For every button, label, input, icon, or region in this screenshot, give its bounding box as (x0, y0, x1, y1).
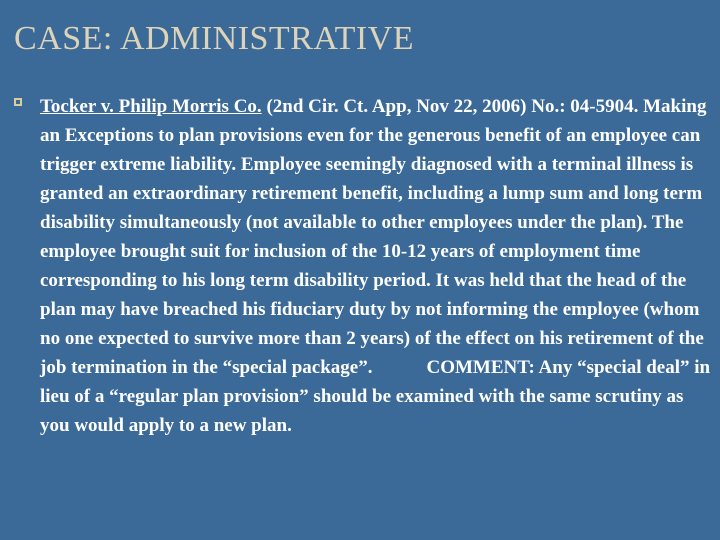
comment-text: COMMENT: Any “special deal” in lieu of a “regular plan provision” should be examined with the same scrutiny as you would apply to a new plan. (40, 357, 711, 436)
case-summary: (2nd Cir. Ct. App, Nov 22, 2006) No.: 04-5904. Making an Exceptions to plan provisions even for the generous benefit of an employee can trigger extreme liability. Employee seemingly diagnosed with a terminal illness is granted an extraordinary retirement benefit, including a lump sum and long term disability simultaneously (not available to other employees under the plan). The employee brought suit for inclusion of the 10-12 years of employment time corresponding to his long term disability period. It was held that the head of the plan may have breached his fiduciary duty by not informing the employee (whom no one expected to survive more than 2 years) of the effect on his retirement of the job termination in the “special package”. (40, 96, 707, 378)
bullet-item (14, 92, 714, 440)
bullet-text (40, 92, 714, 440)
slide-title: CASE: ADMINISTRATIVE (14, 20, 415, 57)
square-bullet-icon (14, 98, 22, 106)
case-name-link[interactable]: Tocker v. Philip Morris Co. (40, 96, 262, 117)
